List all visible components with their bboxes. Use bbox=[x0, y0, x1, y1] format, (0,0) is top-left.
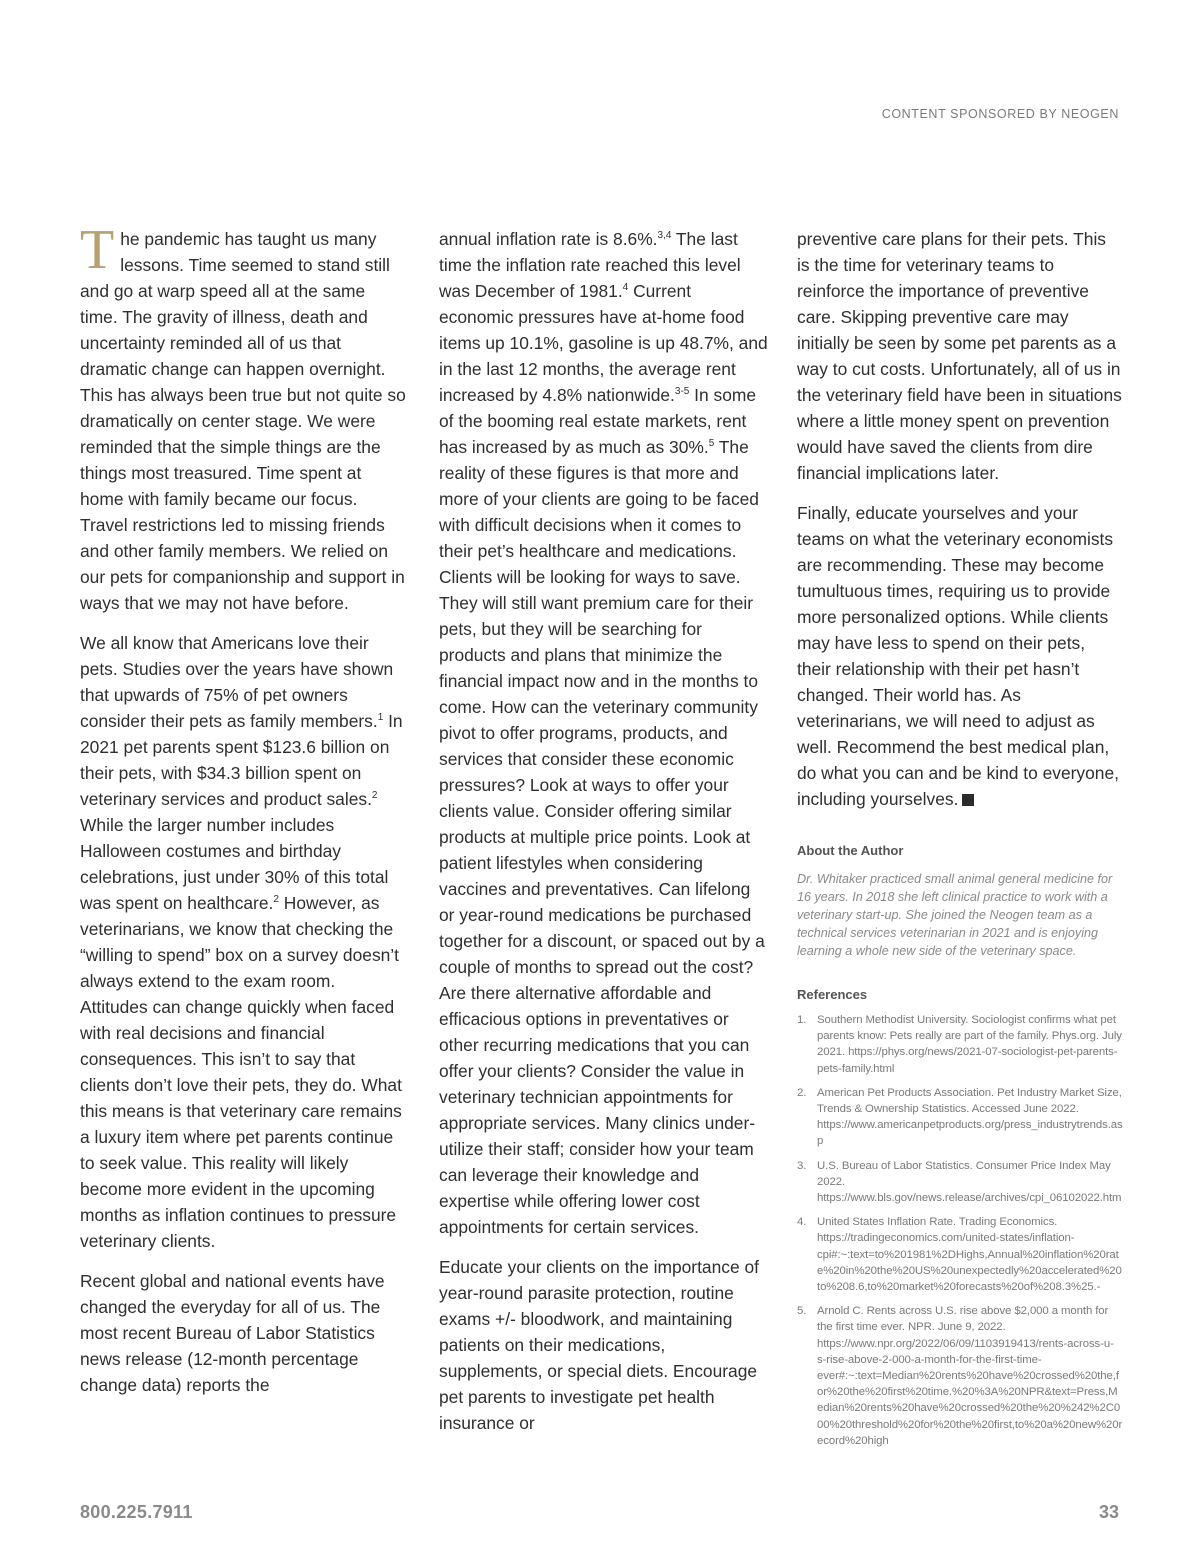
citation: 1 bbox=[377, 712, 384, 723]
citation: 3,4 bbox=[657, 230, 672, 241]
paragraph-text: The reality of these figures is that more and more of your clients are going to be faced with difficult decisions when it comes to their pet’s healthcare and medications. Clients will be looking for ways to save. They will still want premium care for their pets, but they will be searching for products and plans that minimize the financial impact now and in the months to come. How can the veterinary community pivot to offer programs, products, and services that consider these economic pressures? Look at ways to offer your clients value. Consider offering similar products at multiple price points. Look at patient lifestyles when considering vaccines and preventatives. Can lifelong or year-round medications be purchased together for a discount, or spaced out by a couple of months to spread out the cost? Are there alternative affordable and efficacious options in preventatives or other recurring medications that you can offer your clients? Consider the value in veterinary technician appointments for appropriate services. Many clinics under-utilize their staff; consider how your team can leverage their knowledge and expertise while offering lower cost appointments for certain services. bbox=[439, 437, 765, 1237]
paragraph-text: However, as veterinarians, we know that checking the “willing to spend” box on a survey doesn’t always extend to the exam room. Attitudes can change quickly when faced with real decisions and financial consequences. This isn’t to say that clients don’t love their pets, they do. What this means is that veterinary care remains a luxury item where pet parents continue to seek value. This reality will likely become more evident in the upcoming months as inflation continues to pressure veterinary clients. bbox=[80, 893, 402, 1251]
article-paragraph bbox=[797, 500, 1123, 812]
article-paragraph bbox=[80, 630, 406, 1254]
reference-number: 2. bbox=[797, 1086, 807, 1099]
article-paragraph: preventive care plans for their pets. This is the time for veterinary teams to reinforce the importance of preventive care. Skipping preventive care may initially be seen by some pet parents as a way to cut costs. Unfortunately, all of us in the veterinary field have been in situations where a little money spent on prevention would have saved the clients from dire financial implications later. bbox=[797, 229, 1122, 483]
citation: 2 bbox=[371, 790, 378, 801]
reference-text: United States Inflation Rate. Trading Economics. https://tradingeconomics.com/united-states/inflation-cpi#:~:text=to%201981%2DHighs,Annual%20inflation%20rate%20in%20the%20US%20unexpectedly%20accelerated%20to%208.6,to%20market%20forecasts%20of%208.3%25.- bbox=[817, 1216, 1122, 1294]
reference-number: 1. bbox=[797, 1014, 807, 1026]
article-column-3 bbox=[797, 226, 1123, 1457]
reference-number: 4. bbox=[797, 1216, 807, 1229]
reference-text: Southern Methodist University. Sociologist confirms what pet parents know: Pets really are part of the family. Phys.org. July 2021. https://phys.org/news/2021-07-sociologist-pet-parents-pets-family.html bbox=[817, 1014, 1122, 1075]
reference-item bbox=[797, 1012, 1123, 1077]
paragraph-text: In 2021 pet parents spent $123.6 billion on their pets, with $34.3 billion spent on veterinary services and product sales. bbox=[80, 711, 403, 809]
article-paragraph: Recent global and national events have changed the everyday for all of us. The most recent Bureau of Labor Statistics news release (12-month percentage change data) reports the bbox=[80, 1271, 385, 1395]
citation: 2 bbox=[273, 894, 279, 905]
references-heading: References bbox=[797, 987, 868, 1002]
about-author-text: Dr. Whitaker practiced small animal general medicine for 16 years. In 2018 she left clinical practice to work with a veterinary start-up. She joined the Neogen team as a technical services veterinarian in 2021 and is enjoying learning a whole new side of the veterinary space. bbox=[797, 872, 1113, 958]
reference-text: U.S. Bureau of Labor Statistics. Consumer Price Index May 2022. https://www.bls.gov/news.release/archives/cpi_06102022.htm bbox=[817, 1159, 1122, 1205]
sponsor-header: CONTENT SPONSORED BY NEOGEN bbox=[881, 107, 1119, 121]
paragraph-text: The last time the inflation rate reached this level was December of 1981. bbox=[439, 229, 741, 301]
paragraph-text: Current economic pressures have at-home food items up 10.1%, gasoline is up 48.7%, and in the last 12 months, the average rent increased by 4.8% nationwide. bbox=[439, 281, 768, 405]
citation: 5 bbox=[708, 438, 715, 449]
reference-item bbox=[797, 1303, 1123, 1449]
paragraph-text: he pandemic has taught us many lessons. Time seemed to stand still and go at warp speed all at the same time. The gravity of illness, death and uncertainty reminded all of us that dramatic change can happen overnight. This has always been true but not quite so dramatically on center stage. We were reminded that the simple things are the things most treasured. Time spent at home with family became our focus. Travel restrictions led to missing friends and other family members. We relied on our pets for companionship and support in ways that we may not have before. bbox=[80, 229, 406, 613]
reference-item bbox=[797, 1085, 1123, 1150]
article-paragraph bbox=[80, 219, 406, 616]
end-mark-icon bbox=[962, 794, 974, 806]
citation: 3-5 bbox=[674, 386, 690, 397]
paragraph-text: We all know that Americans love their pets. Studies over the years have shown that upwards of 75% of pet owners consider their pets as family members. bbox=[80, 633, 394, 731]
article-paragraph: Educate your clients on the importance of year-round parasite protection, routine exams +/- bloodwork, and maintaining patients on their medications, supplements, or special diets. Encourage pet parents to investigate pet health insurance or bbox=[439, 1257, 759, 1433]
paragraph-text: Finally, educate yourselves and your teams on what the veterinary economists are recommending. These may become tumultuous times, requiring us to provide more personalized options. While clients may have less to spend on their pets, their relationship with their pet hasn’t changed. Their world has. As veterinarians, we will need to adjust as well. Recommend the best medical plan, do what you can and be kind to everyone, including yourselves. bbox=[797, 503, 1119, 809]
reference-text: American Pet Products Association. Pet Industry Market Size, Trends & Ownership Statistics. Accessed June 2022. https://www.americanpetproducts.org/press_industrytrends.asp bbox=[817, 1086, 1123, 1148]
paragraph-text: In some of the booming real estate markets, rent has increased by as much as 30%. bbox=[439, 385, 757, 457]
page-number: 33 bbox=[1098, 1502, 1119, 1522]
reference-text: Arnold C. Rents across U.S. rise above $2,000 a month for the first time ever. NPR. June 9, 2022. https://www.npr.org/2022/06/09/1103919413/rents-across-u-s-rise-above-2-000-a-month-for-the-first-time-ever#:~:text=Median%20rents%20have%20crossed%20the,for%20the%20first%20time.%20%3A%20NPR&text=Press,Median%20rents%20have%20crossed%20the%20%242%2C000%20threshold%20for%20the%20first,to%20a%20new%20record%20high bbox=[817, 1305, 1123, 1447]
reference-item bbox=[797, 1214, 1123, 1295]
footer-phone-number: 800.225.7911 bbox=[80, 1502, 193, 1522]
paragraph-text: While the larger number includes Halloween costumes and birthday celebrations, just under 30% of this total was spent on healthcare. bbox=[80, 815, 389, 913]
about-author-heading: About the Author bbox=[797, 843, 904, 858]
article-paragraph bbox=[439, 226, 769, 1240]
drop-cap: T bbox=[80, 219, 115, 281]
article-column-1 bbox=[80, 219, 406, 1412]
references-list bbox=[797, 1012, 1123, 1449]
reference-item bbox=[797, 1158, 1123, 1207]
paragraph-text: annual inflation rate is 8.6%. bbox=[439, 229, 658, 249]
article-column-2 bbox=[439, 226, 769, 1450]
reference-number: 5. bbox=[797, 1305, 807, 1318]
reference-number: 3. bbox=[797, 1159, 807, 1172]
citation: 4 bbox=[622, 282, 629, 293]
